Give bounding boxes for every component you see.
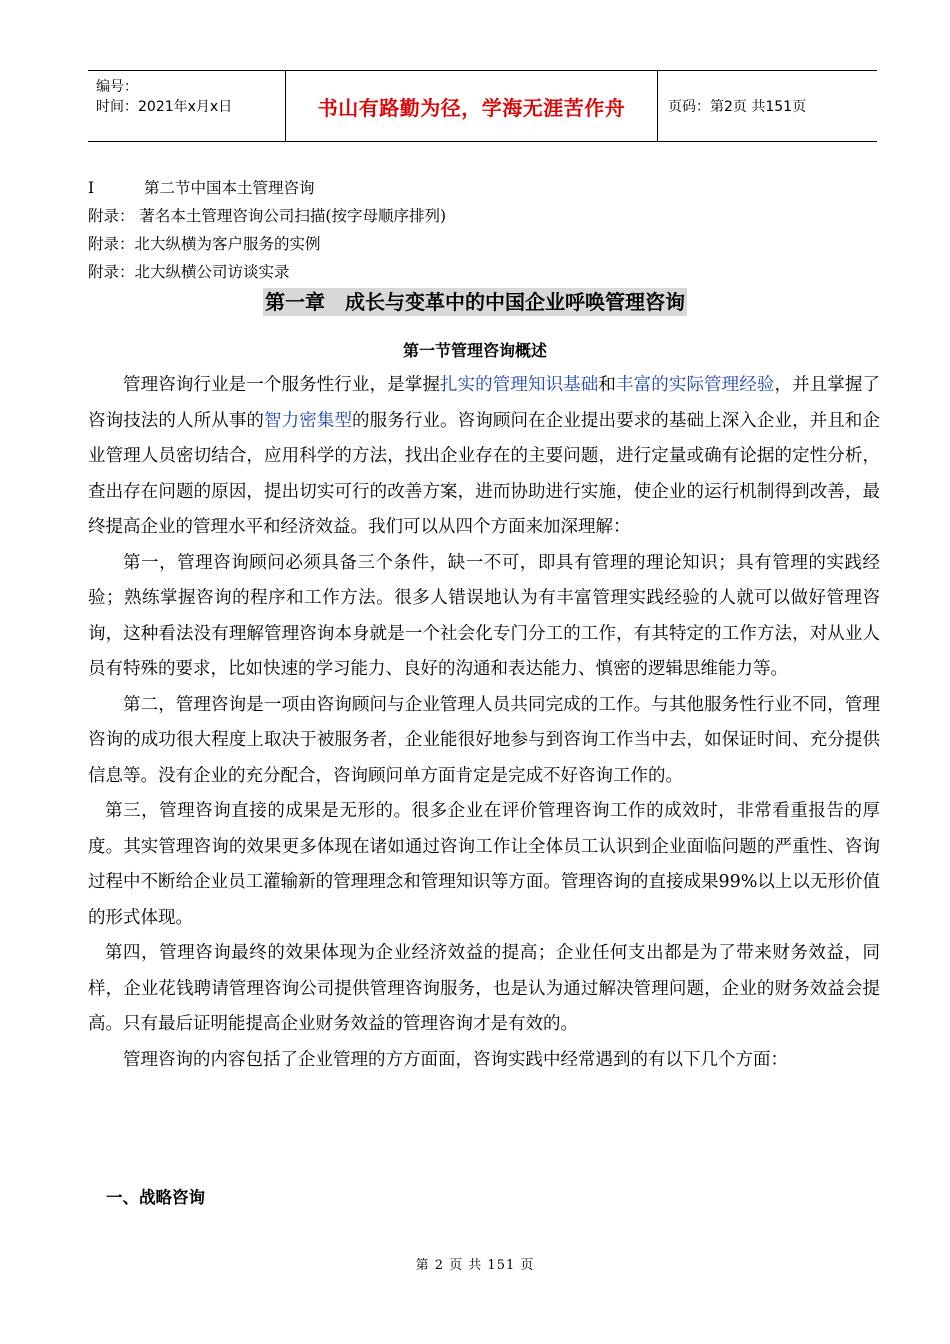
header-page-cell — [658, 71, 877, 141]
toc-item — [88, 258, 446, 286]
page-footer: 第 2 页 共 151 页 — [415, 1258, 535, 1273]
chapter-title — [0, 286, 950, 315]
number-label: 编号： — [96, 79, 138, 95]
paragraph-text: ，并且掌握了咨询技法的人所从事的 — [88, 375, 881, 431]
toc-item-text: 附录： 著名本土管理咨询公司扫描(按字母顺序排列) — [88, 207, 447, 225]
paragraph-first: 第一，管理咨询顾问必须具备三个条件，缺一不可，即具有管理的理论知识；具有管理的实践经验；熟练掌握咨询的程序和工作方法。很多人错误地认为有丰富管理实践经验的人就可以做好管理咨询，这种看法没有理解管理咨询本身就是一个社会化专门分工的工作，有其特定的工作方法，对从业人员有特殊的要求，比如快速的学习能力、良好的沟通和表达能力、慎密的逻辑思维能力等。 — [88, 552, 880, 679]
toc-item-text: 第二节中国本土管理咨询 — [144, 179, 315, 197]
paragraph-third: 第三，管理咨询直接的成果是无形的。很多企业在评价管理咨询工作的成效时，非常看重报告的厚度。其实管理咨询的效果更多体现在诸如通过咨询工作让全体员工认识到企业面临问题的严重性、咨询过程中不断给企业员工灌输新的管理理念和管理知识等方面。管理咨询的直接成果99%以上以无形价值的形式体现。 — [88, 801, 880, 928]
page-number-label: 页码：第2页 共151页 — [668, 99, 807, 115]
table-of-contents — [88, 174, 446, 286]
toc-item-text: 附录：北大纵横为客户服务的实例 — [88, 235, 321, 253]
toc-item-text: 附录：北大纵横公司访谈实录 — [88, 263, 290, 281]
chapter-title-text: 第一章 成长与变革中的中国企业呼唤管理咨询 — [265, 290, 685, 314]
paragraph-content-intro: 管理咨询的内容包括了企业管理的方方面面，咨询实践中经常遇到的有以下几个方面： — [123, 1049, 788, 1070]
paragraph-text: 的服务行业。咨询顾问在企业提出要求的基础上深入企业，并且和企业管理人员密切结合，应用科学的方法，找出企业存在的主要问题，进行定量或确有论据的定性分析，查出存在问题的原因，提出切实可行的改善方案，进而协助进行实施，使企业的运行机制得到改善，最终提高企业的管理水平和经济效益。我们可以从四个方面来加深理解： — [88, 410, 881, 537]
toc-item — [88, 174, 446, 202]
toc-item — [88, 202, 446, 230]
term-link[interactable]: 扎实的管理知识基础 — [439, 375, 599, 395]
toc-item — [88, 230, 446, 258]
time-label: 时间：2021年x月x日 — [96, 99, 233, 115]
header-meta — [88, 71, 286, 141]
term-link[interactable]: 丰富的实际管理经验 — [616, 375, 775, 395]
header-motto-cell — [286, 71, 658, 141]
paragraph-text: 管理咨询行业是一个服务性行业，是掌握 — [123, 375, 440, 395]
paragraph-second: 第二，管理咨询是一项由咨询顾问与企业管理人员共同完成的工作。与其他服务性行业不同，管理咨询的成功很大程度上取决于被服务者，企业能很好地参与到咨询工作当中去，如保证时间、充分提供信息等。没有企业的充分配合，咨询顾问单方面肯定是完成不好咨询工作的。 — [88, 694, 880, 786]
subheading-strategy: 一、战略咨询 — [106, 1188, 205, 1207]
document-body — [88, 368, 880, 1078]
paragraph-fourth: 第四，管理咨询最终的效果体现为企业经济效益的提高；企业任何支出都是为了带来财务效益，同样，企业花钱聘请管理咨询公司提供管理咨询服务，也是认为通过解决管理问题，企业的财务效益会提高。只有最后证明能提高企业财务效益的管理咨询才是有效的。 — [88, 943, 880, 1034]
motto: 书山有路勤为径，学海无涯苦作舟 — [317, 95, 626, 120]
paragraph-text: 和 — [598, 375, 617, 395]
toc-item-number: I — [88, 179, 95, 197]
page-header — [88, 70, 877, 142]
paragraph-intro — [88, 368, 880, 546]
section-title: 第一节管理咨询概述 — [402, 341, 547, 360]
term-link[interactable]: 智力密集型 — [264, 410, 353, 431]
